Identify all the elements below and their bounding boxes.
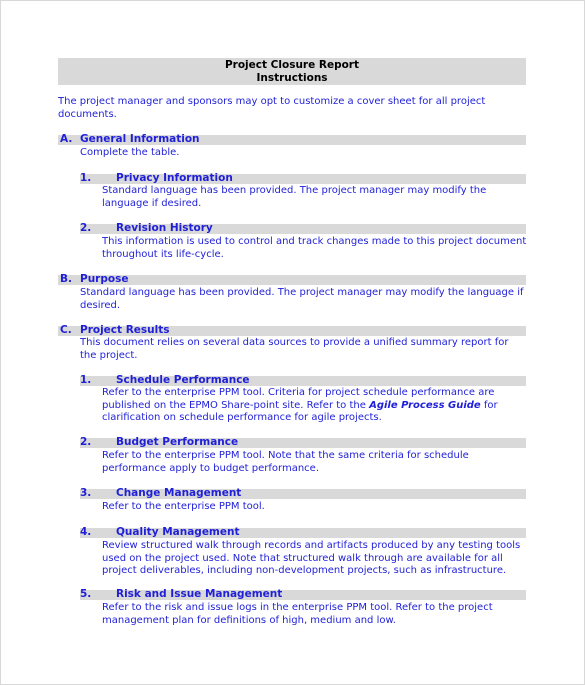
section-c4-number: 4.: [80, 526, 92, 538]
section-a1-body: Standard language has been provided. The project manager may modify the language if desired.: [102, 185, 487, 209]
section-c3-body: Refer to the enterprise PPM tool.: [102, 501, 265, 512]
agile-process-guide-reference: Agile Process Guide: [369, 399, 481, 411]
section-c4-body: Review structured walk through records and artifacts produced by any testing tools used on the project used. Note that structured walk through are available for all project deliverables, including non-development projects, such as infrastructure.: [102, 540, 521, 576]
section-c1-body-pre: Refer to the enterprise PPM tool. Criteria for project schedule performance are published on the EPMO Share-point site. Refer to the: [102, 387, 495, 411]
section-a1-number: 1.: [80, 172, 92, 184]
title-bar: [58, 58, 526, 85]
section-c5-number: 5.: [80, 588, 92, 600]
section-c-letter: C.: [60, 324, 72, 336]
document-title: Project Closure Report: [224, 59, 360, 71]
document-subtitle: Instructions: [256, 71, 328, 84]
section-c1-body: [102, 387, 507, 425]
section-c4-title: Quality Management: [116, 526, 240, 538]
section-a-letter: A.: [60, 133, 73, 145]
section-b-title: Purpose: [80, 273, 129, 285]
section-c1-number: 1.: [80, 374, 92, 386]
section-c-title: Project Results: [80, 324, 170, 336]
section-c5-body: Refer to the risk and issue logs in the enterprise PPM tool. Refer to the project management plan for definitions of high, medium and low.: [102, 602, 493, 626]
section-b-body: Standard language has been provided. The project manager may modify the language if desired.: [80, 287, 524, 311]
section-c-body: This document relies on several data sources to provide a unified summary report for the project.: [80, 337, 509, 361]
section-c2-body: Refer to the enterprise PPM tool. Note that the same criteria for schedule performance apply to budget performance.: [102, 450, 469, 474]
section-a2-body: This information is used to control and track changes made to this project document throughout its life-cycle.: [102, 236, 527, 260]
section-a2-number: 2.: [80, 222, 92, 234]
section-c3-number: 3.: [80, 487, 92, 499]
section-a-body: Complete the table.: [80, 147, 180, 158]
section-a1-title: Privacy Information: [116, 172, 233, 184]
section-a-title: General Information: [80, 133, 200, 145]
section-c3-title: Change Management: [116, 487, 242, 499]
section-c1-body-post: for clarification on schedule performance for agile projects.: [102, 399, 498, 423]
section-a2-title: Revision History: [116, 222, 213, 234]
intro-text: The project manager and sponsors may opt to customize a cover sheet for all project documents.: [58, 96, 486, 120]
section-c5-title: Risk and Issue Management: [116, 588, 283, 600]
section-c1-title: Schedule Performance: [116, 374, 250, 386]
section-b-letter: B.: [60, 273, 72, 285]
section-c2-title: Budget Performance: [116, 436, 239, 448]
section-c2-number: 2.: [80, 436, 92, 448]
